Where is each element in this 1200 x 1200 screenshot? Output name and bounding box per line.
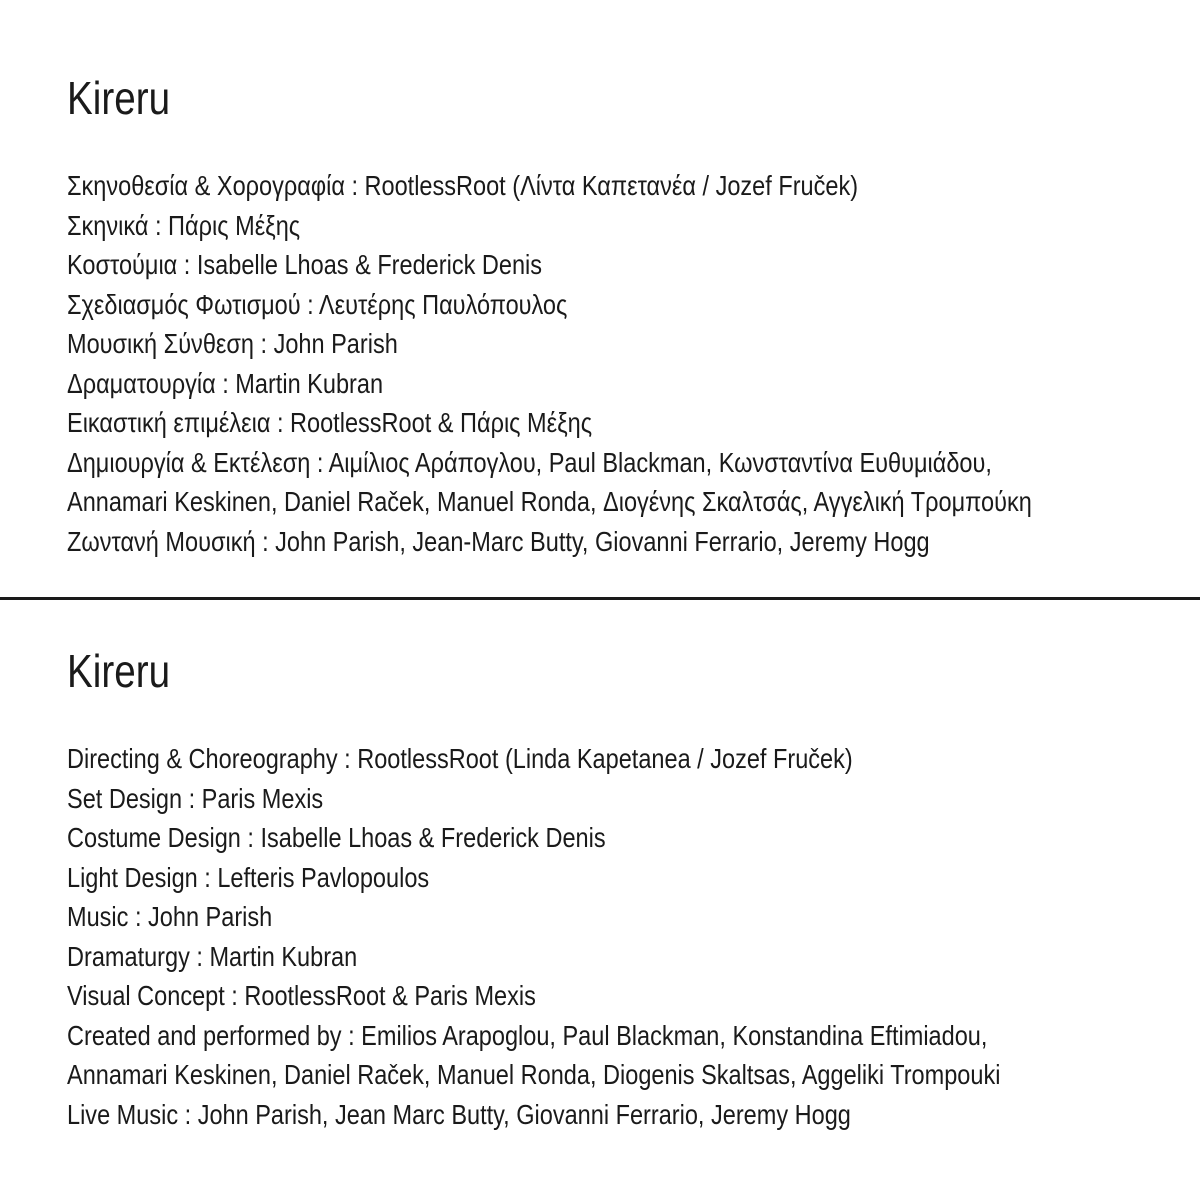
credit-line-visual-concept: Εικαστική επιμέλεια : RootlessRoot & Πάρις Μέξης [67,407,593,438]
credit-line-lighting: Light Design : Lefteris Pavlopoulos [67,861,430,893]
credit-line-live-music: Live Music : John Parish, Jean Marc Butty, Giovanni Ferrario, Jeremy Hogg [67,1098,851,1130]
credit-line-performers-cont: Annamari Keskinen, Daniel Raček, Manuel Ronda, Διογένης Σκαλτσάς, Αγγελική Τρομπούκη [67,486,1032,517]
credit-line-music: Music : John Parish [67,901,273,932]
greek-credits-list [67,166,1177,561]
credit-line-directing: Σκηνοθεσία & Χορογραφία : RootlessRoot (Λίντα Καπετανέα / Jozef Fruček) [67,170,859,201]
credit-line-live-music: Ζωντανή Μουσική : John Parish, Jean-Marc Butty, Giovanni Ferrario, Jeremy Hogg [67,525,930,557]
section-divider [0,597,1200,600]
credit-line-costumes: Κοστούμια : Isabelle Lhoas & Frederick Denis [67,249,543,280]
english-credits-list [67,739,1177,1134]
credit-line-performers: Δημιουργία & Εκτέλεση : Αιμίλιος Αράπογλου, Paul Blackman, Κωνσταντίνα Ευθυμιάδου, [67,446,992,478]
credit-line-set-design: Σκηνικά : Πάρις Μέξης [67,209,301,241]
english-credits-section [67,641,1177,1134]
credit-line-dramaturgy: Δραματουργία : Martin Kubran [67,367,384,399]
credit-line-performers: Created and performed by : Emilios Arapoglou, Paul Blackman, Konstandina Eftimiadou, [67,1019,988,1051]
greek-credits-section [67,68,1177,561]
credit-line-dramaturgy: Dramaturgy : Martin Kubran [67,940,358,972]
english-title: Kireru [67,645,171,697]
greek-title: Kireru [67,72,171,124]
credit-line-costumes: Costume Design : Isabelle Lhoas & Frederick Denis [67,822,606,853]
credit-line-set-design: Set Design : Paris Mexis [67,782,324,814]
credit-line-performers-cont: Annamari Keskinen, Daniel Raček, Manuel Ronda, Diogenis Skaltsas, Aggeliki Trompouki [67,1059,1001,1090]
credit-line-directing: Directing & Choreography : RootlessRoot (Linda Kapetanea / Jozef Fruček) [67,743,853,774]
credit-line-visual-concept: Visual Concept : RootlessRoot & Paris Mexis [67,980,536,1011]
credit-line-music: Μουσική Σύνθεση : John Parish [67,328,398,359]
credit-line-lighting: Σχεδιασμός Φωτισμού : Λευτέρης Παυλόπουλος [67,288,568,320]
